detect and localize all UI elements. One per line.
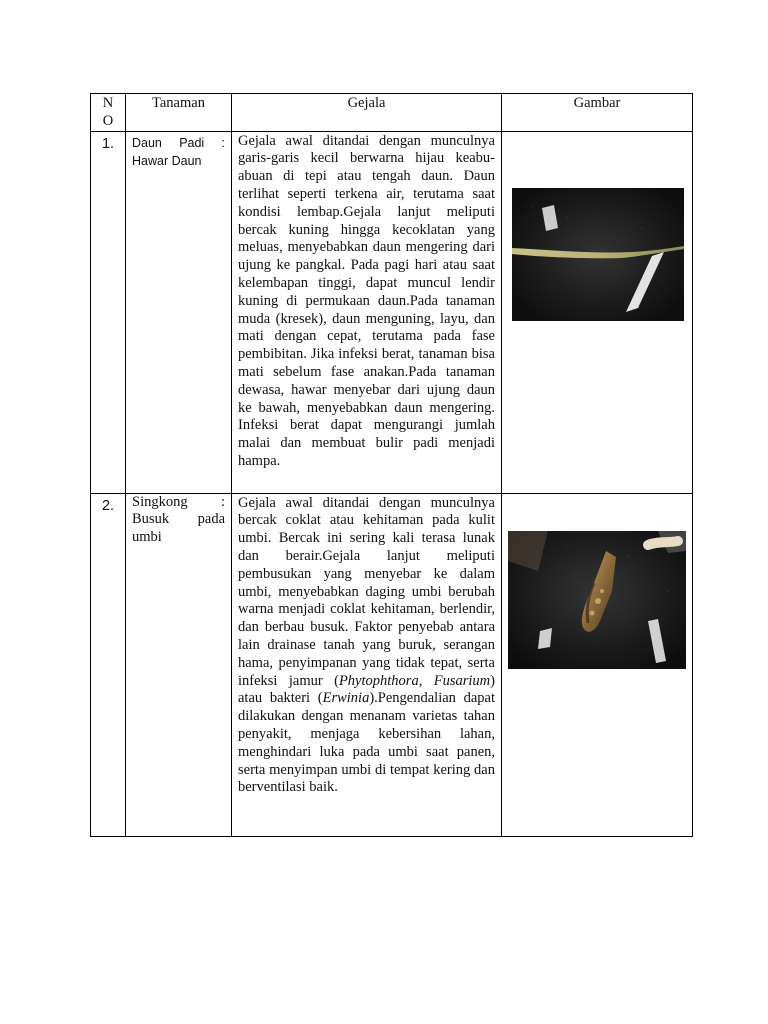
table-row xyxy=(91,493,693,836)
row-number: 1. xyxy=(91,131,126,493)
image-cell xyxy=(502,493,693,836)
symptoms-text: Gejala awal ditandai dengan munculnya garis-garis kecil berwarna hijau keabu-abuan di tepi atau tengah daun. Daun terlihat seperti terkena air, terutama saat kondisi lembap.Gejala lanjut meliputi bercak kuning hingga kecoklatan yang meluas, menyebabkan daun mengering dari ujung ke pangkal. Pada pagi hari atau saat kelembapan tinggi, dapat muncul lendir kuning di permukaan daun.Pada tanaman muda (kresek), daun menguning, layu, dan mati dengan cepat, terutama pada fase pembibitan. Jika infeksi berat, tanaman bisa mati sebelum fase anakan.Pada tanaman dewasa, hawar menyebar dari ujung daun ke bawah, menyebabkan daun mengering. Infeksi berat dapat mengurangi jumlah malai dan membuat bulir padi menjadi hampa. xyxy=(238,132,495,469)
disease-table xyxy=(90,93,693,837)
header-tanaman: Tanaman xyxy=(126,94,232,132)
symptoms-text-part1: Gejala awal ditandai dengan munculnya bercak coklat atau kehitaman pada kulit umbi. Bercak ini sering kali terasa lunak dan berair.Gejala lanjut meliputi pembusukan yang menyebar ke dalam umbi, menyebabkan daging umbi berubah warna menjadi coklat kehitaman, berlendir, dan berbau busuk. Faktor penyebab antara lain drainase tanah yang buruk, serangan hama, penyimpanan yang tidak tepat, serta infeksi jamur ( xyxy=(238,494,495,689)
plant-name: Singkong : Busuk pada umbi xyxy=(132,493,225,546)
image-cell xyxy=(502,131,693,493)
header-no: N O xyxy=(91,94,126,132)
symptoms-cell xyxy=(232,131,502,493)
plant-name-cell xyxy=(126,131,232,493)
row-number: 2. xyxy=(91,493,126,836)
table-header-row xyxy=(91,94,693,132)
symptoms-text-part3: ).Pengendalian dapat dilakukan dengan menanam varietas tahan penyakit, menjaga kebersihan lahan, menghindari luka pada umbi saat panen, serta menyimpan umbi di tempat kering dan berventilasi baik. xyxy=(238,690,495,796)
bacteria-name-erwinia: Erwinia xyxy=(322,690,370,707)
rice-leaf-photo xyxy=(512,188,684,321)
symptoms-cell xyxy=(232,493,502,836)
cassava-root-photo xyxy=(508,531,686,669)
symptoms-text xyxy=(238,495,495,798)
symptoms-text-part2: ) atau bakteri ( xyxy=(238,672,495,707)
header-gejala: Gejala xyxy=(232,94,502,132)
header-gambar: Gambar xyxy=(502,94,693,132)
symptoms-separator: , xyxy=(418,672,434,689)
fungus-name-fusarium: Fusarium xyxy=(433,672,491,689)
plant-name: Daun Padi : Hawar Daun xyxy=(132,135,225,168)
plant-name-cell xyxy=(126,493,232,836)
table-row xyxy=(91,131,693,493)
fungus-name-phytophthora: Phytophthora xyxy=(338,672,419,689)
